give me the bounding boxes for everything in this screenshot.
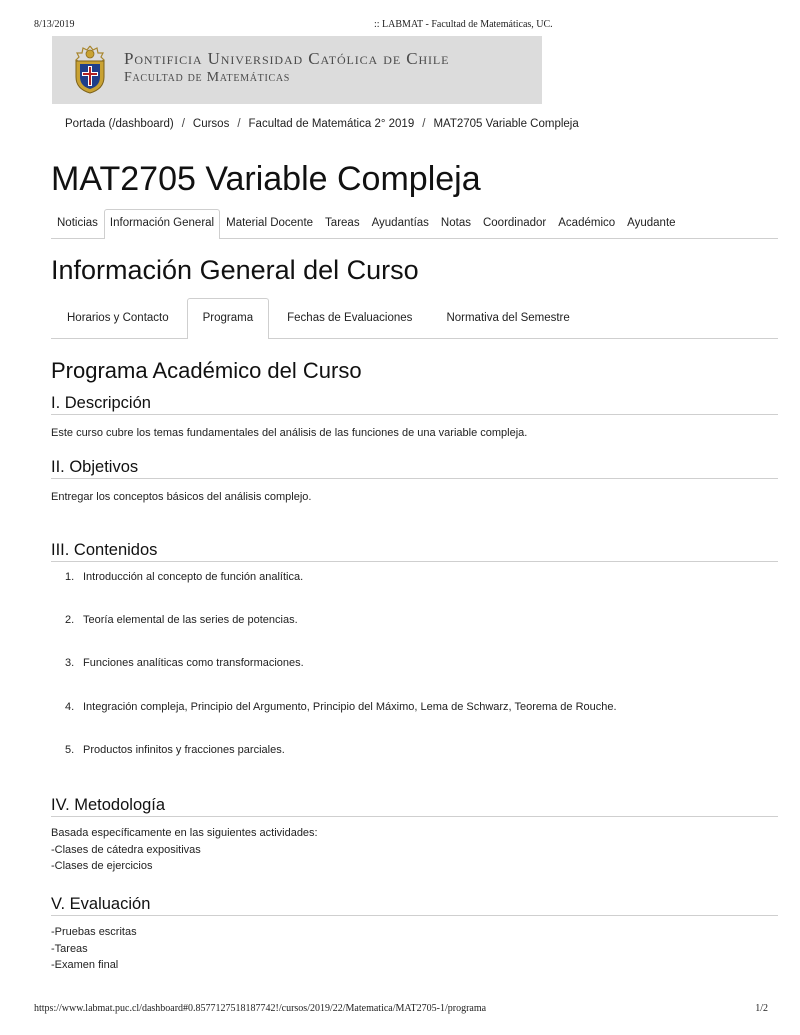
tab-informacion-general[interactable]: Información General	[104, 209, 220, 239]
info-sub-tabs	[51, 298, 778, 339]
print-url: https://www.labmat.puc.cl/dashboard#0.8577127518187742!/cursos/2019/22/Matematica/MAT2705-1/programa	[34, 1003, 487, 1014]
metodologia-heading: IV. Metodología	[51, 796, 778, 817]
university-crest-icon	[70, 43, 110, 95]
metodologia-body	[51, 825, 778, 875]
program-title: Programa Académico del Curso	[51, 358, 362, 383]
list-item-text: Integración compleja, Principio del Argumento, Principio del Máximo, Lema de Schwarz, Teorema de Rouche.	[83, 701, 617, 713]
university-banner[interactable]	[52, 36, 542, 104]
list-item	[65, 571, 303, 583]
list-item	[65, 744, 285, 756]
course-title: MAT2705 Variable Compleja	[51, 160, 481, 198]
section-metodologia	[51, 796, 778, 875]
list-item	[65, 657, 304, 669]
objetivos-text: Entregar los conceptos básicos del análisis complejo.	[51, 491, 312, 503]
evaluacion-line: -Pruebas escritas	[51, 926, 137, 938]
list-item-text: Introducción al concepto de función analítica.	[83, 571, 304, 583]
faculty-name: Facultad de Matemáticas	[124, 70, 291, 85]
evaluacion-line: -Examen final	[51, 959, 119, 971]
list-item-number: 5.	[65, 744, 75, 756]
tab-ayudantias[interactable]: Ayudantías	[371, 217, 429, 229]
tab-ayudante[interactable]: Ayudante	[627, 217, 676, 229]
tab-normativa-semestre[interactable]: Normativa del Semestre	[446, 312, 570, 324]
section-descripcion	[51, 394, 778, 441]
tab-tareas[interactable]: Tareas	[325, 217, 360, 229]
objetivos-heading: II. Objetivos	[51, 458, 778, 479]
breadcrumb-facultad[interactable]: Facultad de Matemática 2° 2019	[248, 118, 415, 130]
breadcrumb-portada[interactable]: Portada (/dashboard)	[65, 118, 174, 130]
tab-horarios-contacto[interactable]: Horarios y Contacto	[67, 312, 169, 324]
breadcrumb-cursos[interactable]: Cursos	[192, 118, 230, 130]
metodologia-line: Basada específicamente en las siguientes actividades:	[51, 827, 318, 839]
list-item-text: Productos infinitos y fracciones parciales.	[83, 744, 285, 756]
metodologia-line: -Clases de ejercicios	[51, 860, 153, 872]
metodologia-line: -Clases de cátedra expositivas	[51, 843, 201, 856]
evaluacion-heading: V. Evaluación	[51, 895, 778, 916]
evaluacion-line: -Tareas	[51, 942, 88, 955]
section-objetivos	[51, 458, 778, 505]
section-title: Información General del Curso	[51, 255, 419, 285]
contenidos-heading: III. Contenidos	[51, 541, 778, 562]
print-date: 8/13/2019	[34, 19, 75, 30]
print-page-count: 1/2	[755, 1003, 768, 1014]
tab-material-docente[interactable]: Material Docente	[226, 217, 314, 229]
section-contenidos	[51, 541, 778, 771]
print-footer	[34, 1003, 768, 1017]
section-evaluacion	[51, 895, 778, 974]
breadcrumb-separator: /	[181, 118, 185, 130]
list-item-text: Teoría elemental de las series de potencias.	[83, 614, 298, 626]
tab-notas[interactable]: Notas	[440, 217, 471, 229]
university-name: Pontificia Universidad Católica de Chile	[124, 49, 450, 68]
list-item	[65, 614, 298, 626]
list-item-number: 2.	[65, 614, 75, 626]
breadcrumb-current: MAT2705 Variable Compleja	[433, 118, 579, 130]
descripcion-heading: I. Descripción	[51, 394, 778, 415]
list-item	[65, 701, 617, 713]
list-item-text: Funciones analíticas como transformaciones.	[83, 657, 304, 669]
breadcrumb-separator: /	[237, 118, 241, 130]
breadcrumb-separator: /	[422, 118, 426, 130]
tab-fechas-evaluaciones[interactable]: Fechas de Evaluaciones	[287, 312, 413, 324]
list-item-number: 1.	[65, 571, 75, 583]
print-page-title: :: LABMAT - Facultad de Matemáticas, UC.	[374, 19, 553, 30]
print-header	[34, 19, 768, 33]
tab-noticias[interactable]: Noticias	[57, 217, 98, 229]
list-item-number: 3.	[65, 657, 75, 669]
list-item-number: 4.	[65, 701, 75, 713]
descripcion-text: Este curso cubre los temas fundamentales del análisis de las funciones de una variable compleja.	[51, 427, 528, 439]
tab-programa[interactable]: Programa	[187, 298, 270, 339]
tab-coordinador[interactable]: Coordinador	[482, 217, 547, 229]
course-nav-tabs	[51, 209, 778, 239]
evaluacion-body	[51, 924, 778, 974]
breadcrumb	[65, 118, 579, 130]
tab-academico[interactable]: Académico	[558, 217, 616, 229]
